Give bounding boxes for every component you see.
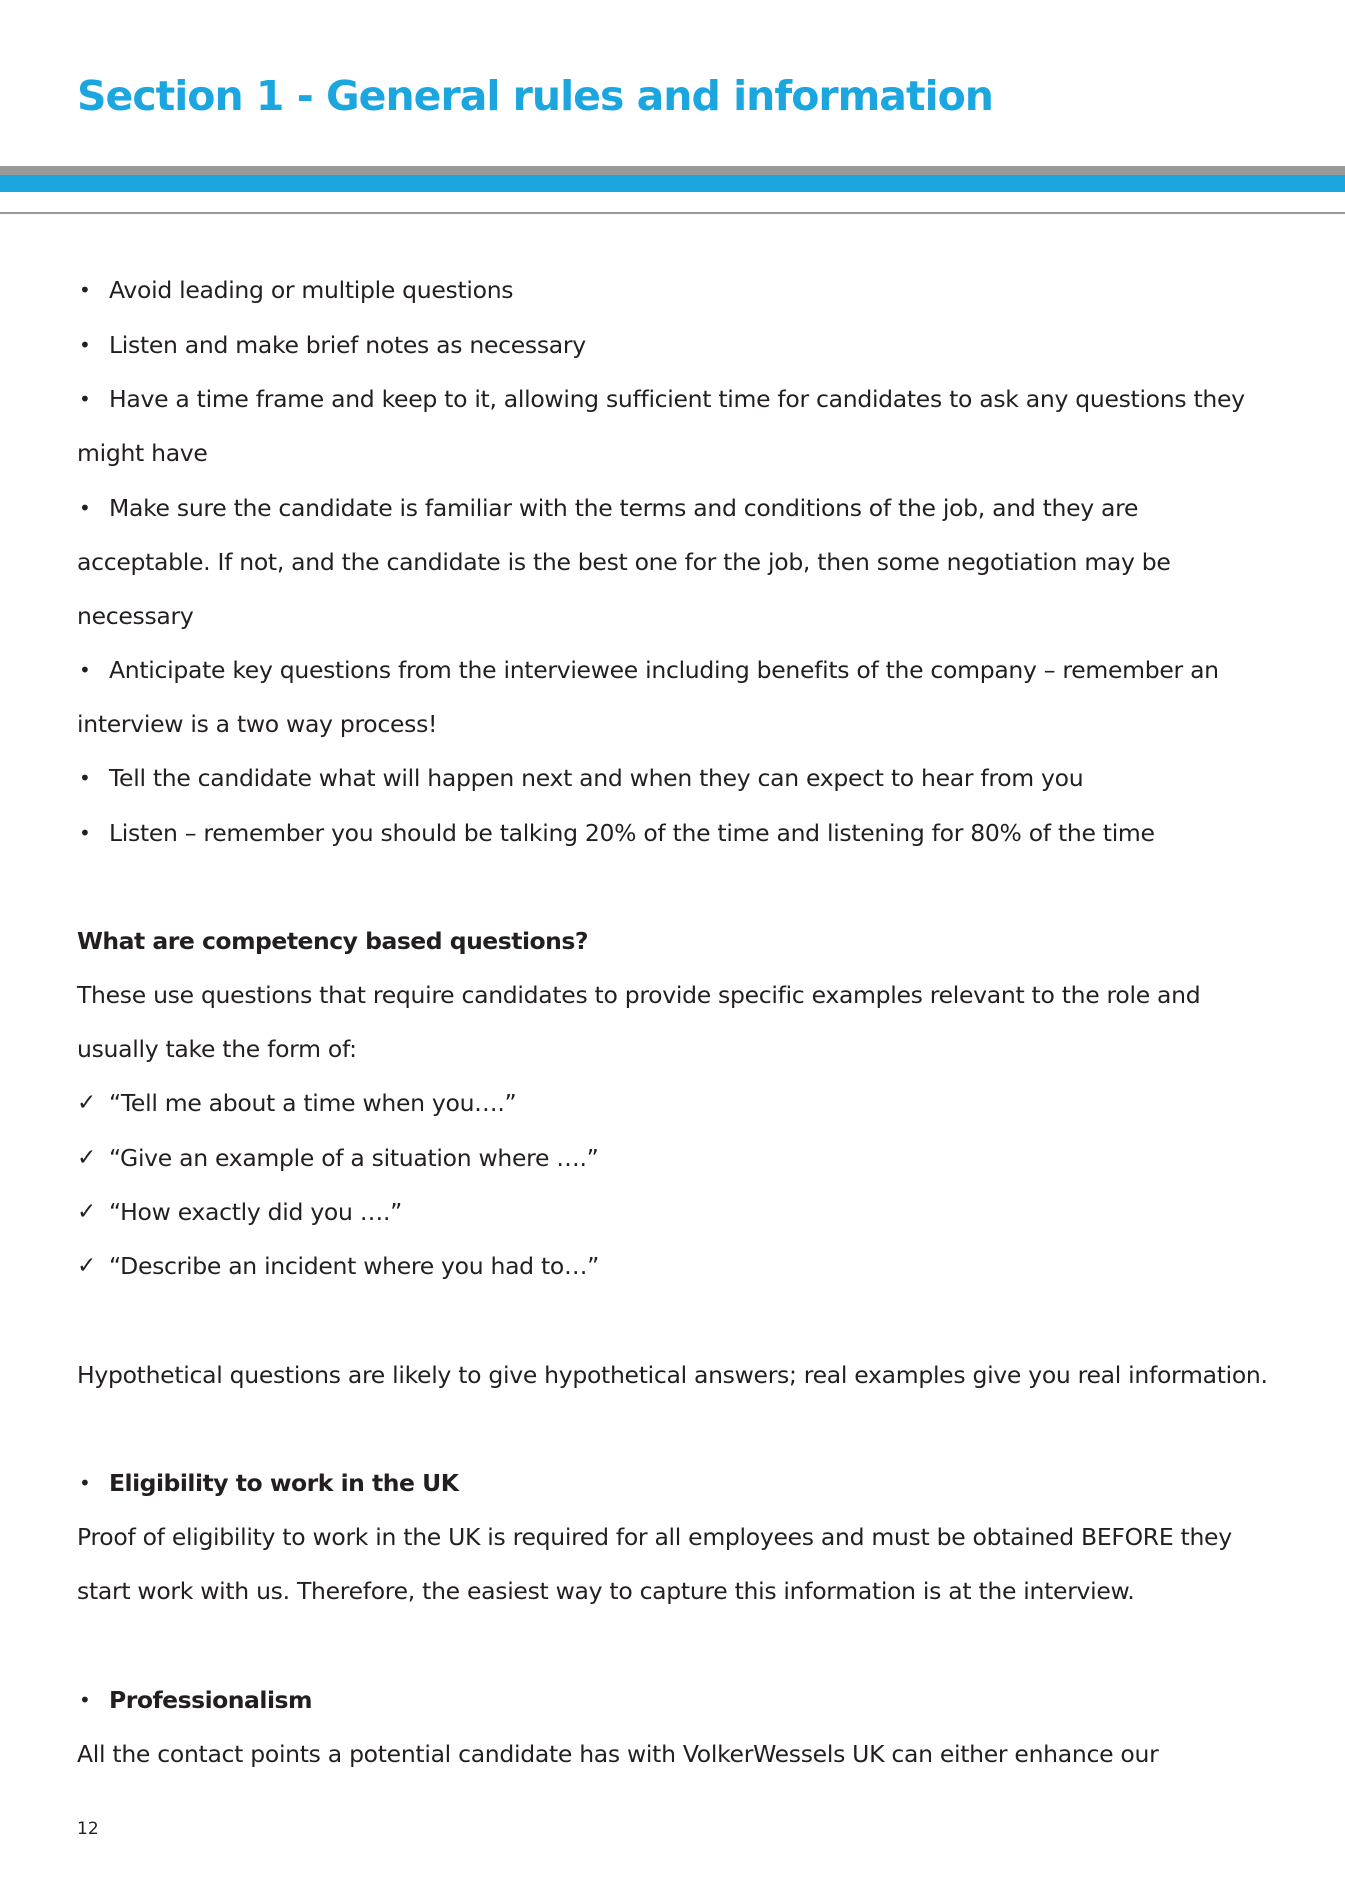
- bullet-text: Make sure the candidate is familiar with the terms and conditions of the job, and they are: [109, 494, 1139, 522]
- section-heading-competency: What are competency based questions?: [77, 927, 589, 955]
- bullet-icon: •: [79, 658, 91, 682]
- bullet-icon: •: [79, 387, 91, 411]
- checkmark-icon: ✓: [77, 1090, 97, 1116]
- bullet-text: Listen and make brief notes as necessary: [109, 331, 586, 359]
- header-band-grey: [0, 166, 1345, 175]
- checkmark-icon: ✓: [77, 1145, 97, 1171]
- paragraph-line: usually take the form of:: [77, 1035, 357, 1063]
- paragraph-hypothetical: Hypothetical questions are likely to give hypothetical answers; real examples give you real information.: [77, 1361, 1268, 1389]
- page-number: 12: [77, 1819, 99, 1839]
- bullet-icon: •: [79, 1688, 91, 1712]
- example-question: “Tell me about a time when you….”: [109, 1089, 517, 1117]
- bullet-text-continuation: might have: [77, 439, 208, 467]
- section-heading-professionalism: Professionalism: [109, 1686, 312, 1714]
- example-question: “Describe an incident where you had to…”: [109, 1252, 600, 1280]
- example-question: “Give an example of a situation where ….”: [109, 1144, 599, 1172]
- bullet-text-continuation: interview is a two way process!: [77, 710, 438, 738]
- bullet-icon: •: [79, 1471, 91, 1495]
- bullet-icon: •: [79, 766, 91, 790]
- bullet-text: Avoid leading or multiple questions: [109, 276, 514, 304]
- paragraph-line: These use questions that require candidates to provide specific examples relevant to the role and: [77, 981, 1201, 1009]
- bullet-text: Anticipate key questions from the interviewee including benefits of the company – remember an: [109, 656, 1219, 684]
- checkmark-icon: ✓: [77, 1253, 97, 1279]
- page-title: Section 1 - General rules and information: [77, 72, 993, 120]
- bullet-icon: •: [79, 333, 91, 357]
- bullet-icon: •: [79, 278, 91, 302]
- bullet-icon: •: [79, 821, 91, 845]
- bullet-text-continuation: acceptable. If not, and the candidate is the best one for the job, then some negotiation may be: [77, 548, 1171, 576]
- bullet-text: Listen – remember you should be talking 20% of the time and listening for 80% of the time: [109, 819, 1155, 847]
- header-band-blue: [0, 175, 1345, 192]
- bullet-icon: •: [79, 496, 91, 520]
- paragraph-line: All the contact points a potential candidate has with VolkerWessels UK can either enhance our: [77, 1740, 1159, 1768]
- paragraph-line: start work with us. Therefore, the easiest way to capture this information is at the interview.: [77, 1577, 1135, 1605]
- header-divider: [0, 212, 1345, 214]
- bullet-text: Tell the candidate what will happen next and when they can expect to hear from you: [109, 764, 1084, 792]
- checkmark-icon: ✓: [77, 1199, 97, 1225]
- bullet-text-continuation: necessary: [77, 602, 194, 630]
- paragraph-line: Proof of eligibility to work in the UK is required for all employees and must be obtained BEFORE they: [77, 1523, 1232, 1551]
- section-heading-eligibility: Eligibility to work in the UK: [109, 1469, 459, 1497]
- example-question: “How exactly did you ….”: [109, 1198, 403, 1226]
- bullet-text: Have a time frame and keep to it, allowing sufficient time for candidates to ask any questions they: [109, 385, 1245, 413]
